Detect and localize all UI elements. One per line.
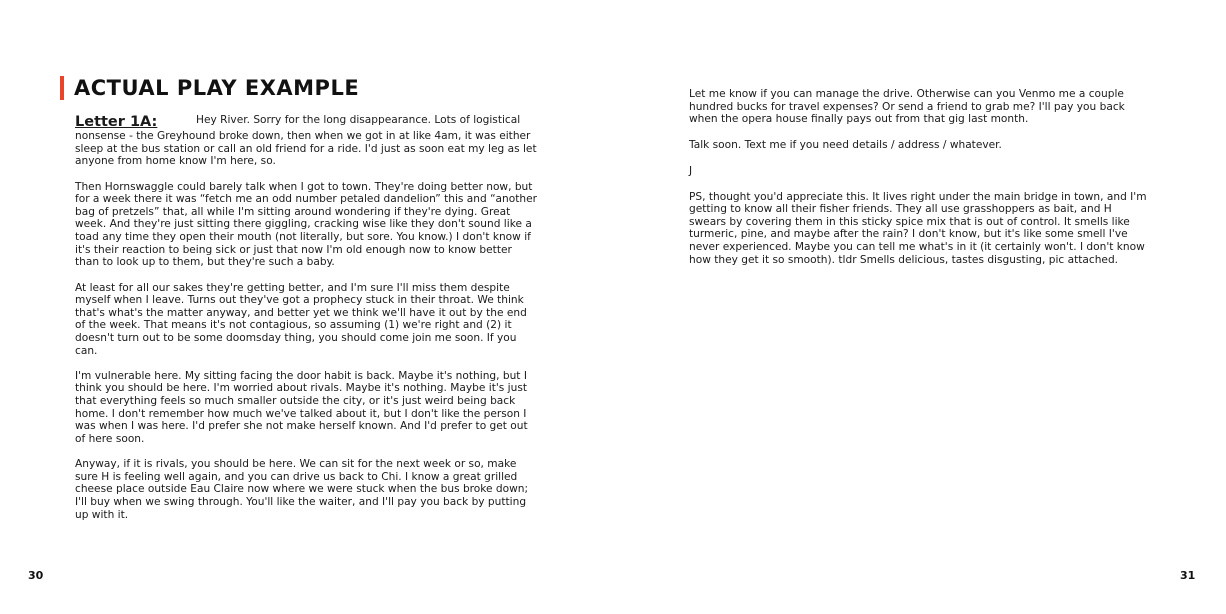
letter-paragraph-1-text: Hey River. Sorry for the long disappearance. Lots of logistical nonsense - the Greyhound broke down, then when we got in at like 4am, it was either sleep at the bus station or call an old friend for a ride. I'd just as soon eat my leg as let anyone from home know I'm here, so. bbox=[75, 114, 537, 168]
signature: J bbox=[689, 164, 693, 177]
page-number-right: 31 bbox=[1180, 569, 1196, 582]
letter-body bbox=[75, 114, 537, 534]
continuation-paragraph-2: Talk soon. Text me if you need details / address / whatever. bbox=[689, 138, 1002, 151]
heading-accent-bar bbox=[60, 76, 64, 100]
letter-continuation bbox=[689, 88, 1149, 279]
continuation-paragraph-1: Let me know if you can manage the drive. Otherwise can you Venmo me a couple hundred bucks for travel expenses? Or send a friend to grab me? I'll pay you back when the opera house finally pays out from that gig last month. bbox=[689, 88, 1125, 126]
right-page bbox=[613, 0, 1226, 614]
page-number-left: 30 bbox=[28, 569, 44, 582]
letter-paragraph-3: At least for all our sakes they're getting better, and I'm sure I'll miss them despite myself when I leave. Turns out they've got a prophecy stuck in their throat. We think that's what's the matter anyway, and better yet we think we'll have it out by the end of the week. That means it's not contagious, so assuming (1) we're right and (2) it doesn't turn out to be some doomsday thing, you should come join me soon. If you can. bbox=[75, 281, 527, 357]
letter-paragraph-2: Then Hornswaggle could barely talk when I got to town. They're doing better now, but for a week there it was “fetch me an odd number petaled dandelion” this and “another bag of pretzels” that, all while I'm sitting around wondering if they're dying. Great week. And they're just sitting there giggling, cracking wise like they don't sound like a toad any time they open their mouth (not literally, but sore. You know.) I don't know if it's their reaction to being sick or just that now I'm old enough now to know better than to look up to them, but they're such a baby. bbox=[75, 180, 537, 269]
letter-paragraph-5: Anyway, if it is rivals, you should be here. We can sit for the next week or so, make sure H is feeling well again, and you can drive us back to Chi. I know a great grilled cheese place outside Eau Claire now where we were stuck when the bus broke down; I'll buy when we swing through. You'll like the waiter, and I'll pay you back by putting up with it. bbox=[75, 458, 529, 521]
section-heading bbox=[60, 76, 359, 100]
letter-label: Letter 1A: bbox=[75, 114, 158, 130]
page-title: ACTUAL PLAY EXAMPLE bbox=[74, 76, 360, 100]
letter-paragraph-4: I'm vulnerable here. My sitting facing the door habit is back. Maybe it's nothing, but I think you should be here. I'm worried about rivals. Maybe it's nothing. Maybe it's just that everything feels so much smaller outside the city, or it's just weird being back home. I don't remember how much we've talked about it, but I don't like the person I was when I was here. I'd prefer she not make herself known. And I'd prefer to get out of here soon. bbox=[75, 369, 528, 445]
postscript-paragraph: PS, thought you'd appreciate this. It lives right under the main bridge in town, and I'm getting to know all their fisher friends. They all use grasshoppers as bait, and H swears by covering them in this sticky spice mix that is out of control. It smells like turmeric, pine, and maybe after the rain? I don't know, but it's like some smell I've never experienced. Maybe you can tell me what's in it (it certainly won't. I don't know how they get it so smooth). tldr Smells delicious, tastes disgusting, pic attached. bbox=[689, 190, 1147, 266]
letter-paragraph-1 bbox=[75, 114, 537, 168]
